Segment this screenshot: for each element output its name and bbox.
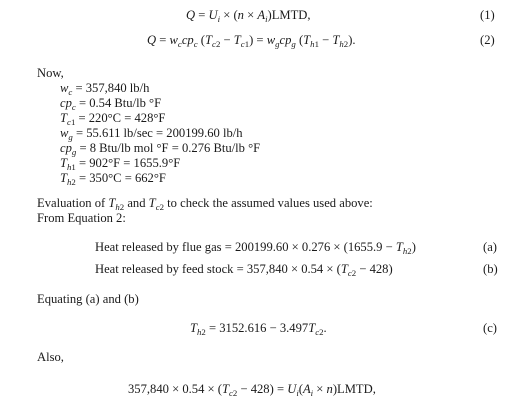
heat-feed-stock: Heat released by feed stock = $357,840 \times 0.54 \times (T_{c2} - 428)$ [95,262,393,279]
heat-flue-gas-number: (a) [483,240,497,254]
given-tc1: $T_{c1} = 220^\circ C = 428^\circ F$ [60,111,166,128]
given-wg: $w_g = 55.611$ lb/sec = 200199.60 lb/h [60,126,243,143]
heat-feed-stock-number: (b) [483,262,498,276]
heat-flue-gas: Heat released by flue gas = $200199.60 \times 0.276 \times (1655.9 - T_{h2})$ [95,240,416,257]
equation-c-number: (c) [483,321,497,335]
equation-1: $Q = U_i \times (n$ × $A_i)LMTD$, [186,8,311,25]
given-th2: $T_{h2} = 350^\circ C = 662^\circ F$ [60,171,166,188]
also-label: Also, [37,350,64,364]
given-cpc: $cp_c = 0.54$ Btu/lb °F [60,96,162,113]
now-label: Now, [37,66,64,80]
given-wc: $w_c = 357,840$ lb/h [60,81,150,98]
equation-c: $T_{h2} = 3152.616 - 3.497T_{c2}$. [190,321,327,338]
equation-1-number: (1) [480,8,495,22]
evaluation-line-1: Evaluation of $T_{h2}$ and $T_{c2}$ to check the assumed values used above: [37,196,373,213]
equation-2-number: (2) [480,33,495,47]
given-th1: $T_{h1} = 902^\circ F = 1655.9^\circ F$ [60,156,181,173]
final-equation: $357,840 \times 0.54 \times (T_{c2} - 428) = U_i(A_i$ × n)LMTD, [128,382,376,399]
evaluation-line-2: From Equation 2: [37,211,126,225]
equating-label: Equating (a) and (b) [37,292,139,306]
equation-2: $Q = w_ccp_c$ $(T_{c2} - T_{c1}) = w_gcp_g$ $(T_{h1} - T_{h2})$. [147,33,356,50]
given-cpg: $cp_g = 8$ Btu/lb mol °F = 0.276 Btu/lb °F [60,141,261,158]
